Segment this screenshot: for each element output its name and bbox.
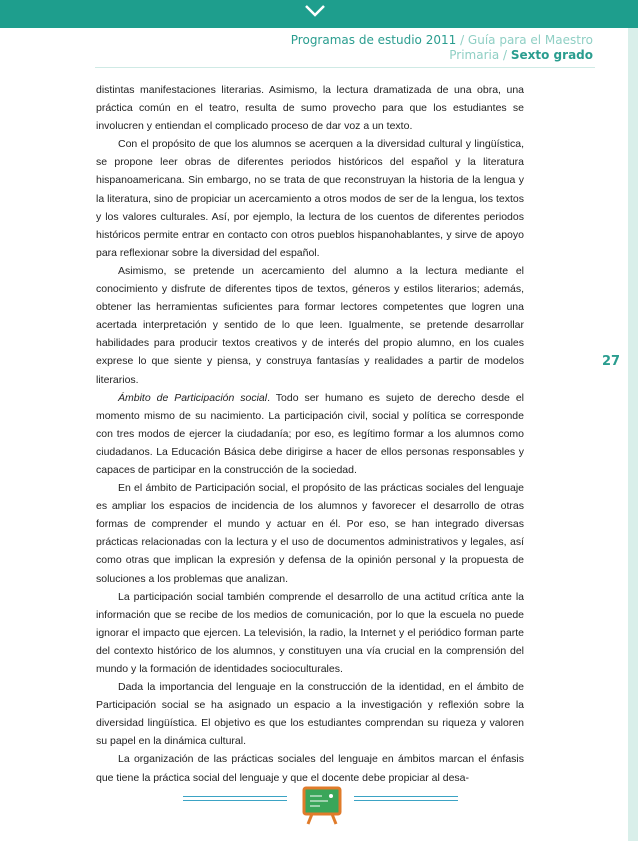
- right-margin-strip: [628, 28, 638, 841]
- paragraph: En el ámbito de Participación social, el propósito de las prácticas sociales del lenguaje es ampliar los espacios de incidencia de los alumnos y favorecer el desarrollo de otras formas de comprender el mundo y actuar en él. Por eso, se han integrado diversas prácticas relacionadas con la lectura y el uso de documentos administrativos y legales, así como otras que implican la expresión y defensa de la opinión personal y la propuesta de soluciones a los problemas que analizan.: [96, 482, 524, 585]
- header-line-1: [291, 33, 593, 48]
- program-title: Programas de estudio 2011: [290, 33, 457, 47]
- paragraph: [96, 389, 524, 479]
- paragraph: Dada la importancia del lenguaje en la construcción de la identidad, en el ámbito de Participación social se ha asignado un espacio a la investigación y reflexión sobre la diversidad lingüística. El objetivo es que los estudiantes comprendan su riqueza y valoren su papel en la dinámica cultural.: [96, 681, 524, 748]
- paragraph: La organización de las prácticas sociales del lenguaje en ámbitos marcan el énfasis que tiene la práctica social del lenguaje y que el docente debe propiciar al desa-: [96, 753, 524, 784]
- header-line-2: [291, 48, 593, 63]
- level-label: Primaria: [449, 48, 500, 62]
- footer-rule-left: [183, 796, 287, 802]
- page-number: 27: [602, 354, 621, 369]
- paragraph: Asimismo, se pretende un acercamiento del alumno a la lectura mediante el conocimiento y disfrute de diferentes tipos de textos, géneros y estilos literarios; además, obtener las herramientas suficientes para formar lectores competentes que logren una acertada interpretación y sentido de lo que leen. Igualmente, se pretende desarrollar habilidades para producir textos creativos y de interés del propio alumno, en los cuales exprese lo que siente y piensa, y construya fantasías y realidades a partir de modelos literarios.: [96, 264, 524, 386]
- chalkboard-icon: [298, 784, 346, 826]
- header-separator: /: [499, 48, 511, 62]
- running-header: [291, 33, 593, 63]
- paragraph: La participación social también comprende el desarrollo de una actitud crítica ante la información que se recibe de los medios de comunicación, por lo que la escuela no puede ignorar el impacto que ejercen. La televisión, la radio, la Internet y el periódico forman parte del contexto histórico de los alumnos, y constituyen una vía crucial en la comprensión del mundo y la formación de identidades socioculturales.: [96, 590, 524, 675]
- section-title: Ámbito de Participación social: [118, 391, 268, 404]
- paragraph: Con el propósito de que los alumnos se acerquen a la diversidad cultural y lingüística, se propone leer obras de diferentes periodos históricos del español y la literatura hispanoamericana. Sin embargo, no se trata de que reconstruyan la historia de la lengua y la literatura, sino de propiciar un acercamiento a otros modos de ser de la lengua, los textos y los valores culturales. Así, por ejemplo, la lectura de los cuentos de diferentes periodos históricos permite entrar en contacto con otros pueblos hispanohablantes, y sirve de apoyo para reflexionar sobre la diversidad del español.: [96, 138, 524, 259]
- header-separator: /: [456, 33, 468, 47]
- grade-label: Sexto grado: [510, 48, 593, 62]
- paragraph-text: . Todo ser humano es sujeto de derecho desde el momento mismo de su nacimiento. La participación civil, social y política se corresponde con tres modos de ejercer la ciudadanía; por eso, es legítimo formar a los alumnos como ciudadanos. La Educación Básica debe dirigirse a hacer de ellos personas responsables y capaces de participar en la construcción de la sociedad.: [96, 391, 524, 476]
- body-text: [96, 81, 524, 787]
- header-divider: [95, 67, 595, 68]
- chevron-down-icon: [300, 2, 330, 22]
- top-banner: [0, 0, 638, 28]
- guide-title: Guía para el Maestro: [467, 33, 593, 47]
- paragraph: distintas manifestaciones literarias. Asimismo, la lectura dramatizada de una obra, una práctica común en el teatro, resulta de sumo provecho para que los estudiantes se involucren y entiendan el complicado proceso de dar voz a un texto.: [96, 84, 524, 133]
- footer-rule-right: [354, 796, 458, 802]
